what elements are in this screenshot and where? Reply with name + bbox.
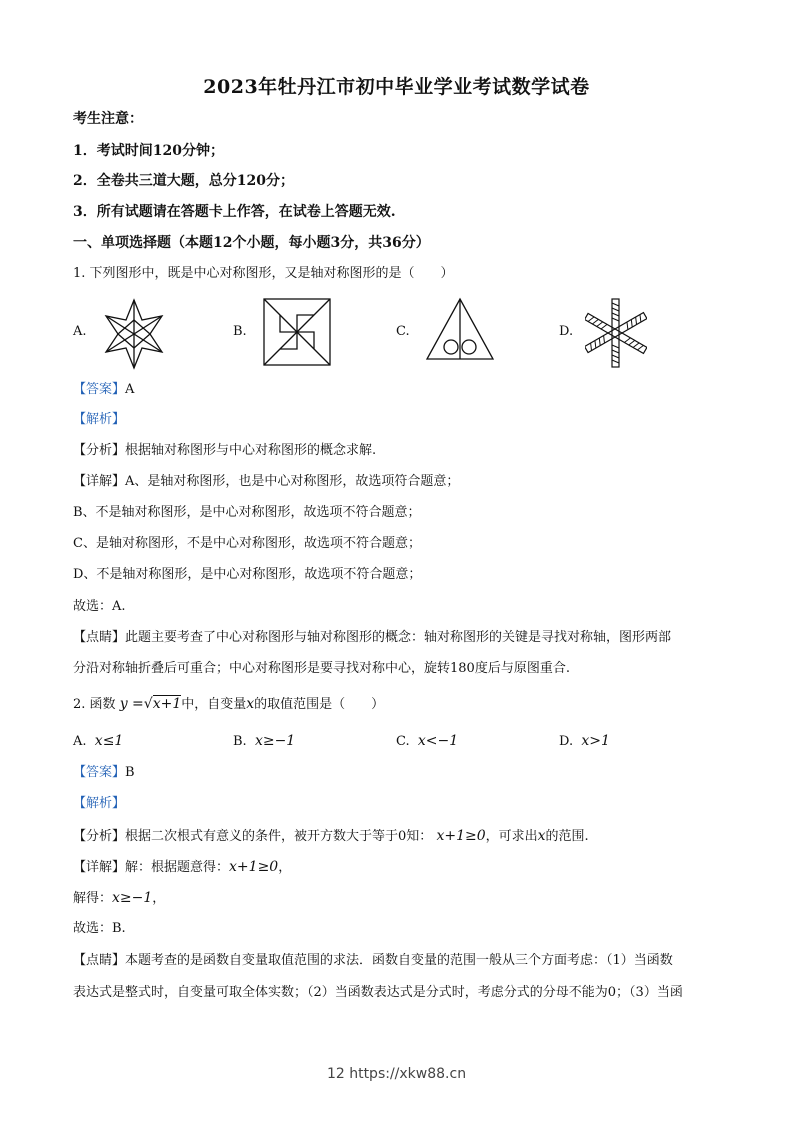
q1-option-b-label: B. [233, 324, 247, 339]
q2-dianjing-line: 表达式是整式时，自变量可取全体实数；（2）当函数表达式是分式时，考虑分式的分母不能为0；（3）当函 [73, 985, 683, 1000]
section-heading: 一、单项选择题（本题12个小题，每小题3分，共36分） [73, 235, 430, 251]
fenxi-tag: 【分析】 [73, 829, 126, 844]
q2-answer [73, 764, 135, 782]
dianjing-tag: 【点睛】 [73, 953, 126, 968]
q2-xiangjie [73, 858, 291, 877]
q2-stem-end: 的取值范围是（ ） [254, 697, 385, 712]
striped-asterisk-figure [585, 297, 647, 369]
notice-heading: 考生注意： [73, 111, 143, 127]
triangle-circles-figure [424, 296, 496, 362]
notice-item: 1．考试时间120分钟； [73, 143, 224, 159]
q2-stem [73, 695, 384, 714]
option-expr: x≤1 [94, 733, 124, 749]
jiede-end: ， [152, 891, 166, 906]
xiangjie-text: 解：根据题意得： [125, 860, 230, 875]
option-label: B. [233, 734, 247, 749]
q1-xiangjie-line: B、不是轴对称图形，是中心对称图形，故选项不符合题意； [73, 505, 421, 520]
q1-fenxi [73, 442, 376, 460]
q2-stem-post: 中，自变量 [181, 697, 247, 712]
q2-fenxi [73, 827, 589, 846]
jiede-expr: x≥−1 [112, 890, 153, 906]
fenxi-post: ，可求出 [485, 829, 538, 844]
option-label: D. [559, 734, 574, 749]
q1-xiangjie-line: D、不是轴对称图形，是中心对称图形，故选项不符合题意； [73, 567, 422, 582]
q1-analysis-tag [73, 411, 125, 429]
option-expr: x<−1 [417, 733, 459, 749]
sqrt-sign: √ [143, 696, 153, 712]
notice-item: 2．全卷共三道大题，总分120分； [73, 173, 294, 189]
fenxi-var: x [537, 828, 546, 844]
jiede-pre: 解得： [73, 891, 113, 906]
q1-choose: 故选：A. [73, 599, 126, 614]
q2-func: y = [119, 696, 144, 712]
q1-stem: 1. 下列图形中，既是中心对称图形，又是轴对称图形的是（ ） [73, 266, 454, 281]
q1-option-a-label: A. [73, 324, 87, 339]
q2-option-c [396, 733, 458, 749]
q2-radicand: x+1 [152, 696, 182, 712]
analysis-tag: 【解析】 [73, 412, 126, 427]
notice-item: 3．所有试题请在答题卡上作答，在试卷上答题无效. [73, 204, 396, 220]
q1-xiangjie [73, 473, 459, 491]
q2-jiede [73, 889, 165, 908]
page-title: 2023年牡丹江市初中毕业学业考试数学试卷 [203, 76, 590, 98]
page-footer: 12 https://xkw88.cn [326, 1066, 467, 1082]
xiangjie-tag: 【详解】 [73, 860, 126, 875]
dianjing-text: 本题考查的是函数自变量取值范围的求法．函数自变量的范围一般从三个方面考虑：（1）当函数 [125, 953, 673, 968]
q1-xiangjie-line: C、是轴对称图形，不是中心对称图形，故选项不符合题意； [73, 536, 421, 551]
dianjing-text: 此题主要考查了中心对称图形与轴对称图形的概念：轴对称图形的关键是寻找对称轴，图形两部 [125, 630, 672, 645]
q1-option-c-label: C. [396, 324, 410, 339]
answer-tag: 【答案】 [73, 765, 126, 780]
q2-choose: 故选：B. [73, 921, 126, 936]
q2-option-a [73, 733, 123, 749]
q2-stem-pre: 2. 函数 [73, 697, 116, 712]
xiangjie-expr: x+1≥0 [229, 859, 279, 875]
q1-option-d-label: D. [559, 324, 574, 339]
fenxi-expr: x+1≥0 [436, 828, 486, 844]
six-point-star-figure [100, 298, 168, 370]
xiangjie-tag: 【详解】 [73, 474, 126, 489]
option-label: C. [396, 734, 410, 749]
fenxi-text: 根据二次根式有意义的条件，被开方数大于等于0知： [125, 829, 433, 844]
q2-option-d [559, 733, 610, 749]
square-pinwheel-figure [262, 297, 332, 367]
analysis-tag: 【解析】 [73, 796, 126, 811]
dianjing-tag: 【点睛】 [73, 630, 126, 645]
option-label: A. [73, 734, 87, 749]
option-expr: x≥−1 [254, 733, 296, 749]
fenxi-tag: 【分析】 [73, 443, 126, 458]
answer-value: A [125, 382, 135, 397]
q2-dianjing [73, 952, 673, 970]
q1-answer [73, 381, 134, 399]
answer-tag: 【答案】 [73, 382, 126, 397]
option-expr: x>1 [581, 733, 610, 749]
q2-analysis-tag [73, 795, 125, 813]
q2-option-b [233, 733, 295, 749]
xiangjie-text: A、是轴对称图形，也是中心对称图形，故选项符合题意； [125, 474, 460, 489]
q2-var: x [246, 696, 255, 712]
fenxi-text: 根据轴对称图形与中心对称图形的概念求解. [125, 443, 377, 458]
answer-value: B [125, 765, 135, 780]
fenxi-end: 的范围. [545, 829, 589, 844]
xiangjie-end: ， [278, 860, 292, 875]
q1-dianjing-line: 分沿对称轴折叠后可重合；中心对称图形是要寻找对称中心，旋转180度后与原图重合. [73, 661, 570, 676]
q1-dianjing [73, 629, 671, 647]
